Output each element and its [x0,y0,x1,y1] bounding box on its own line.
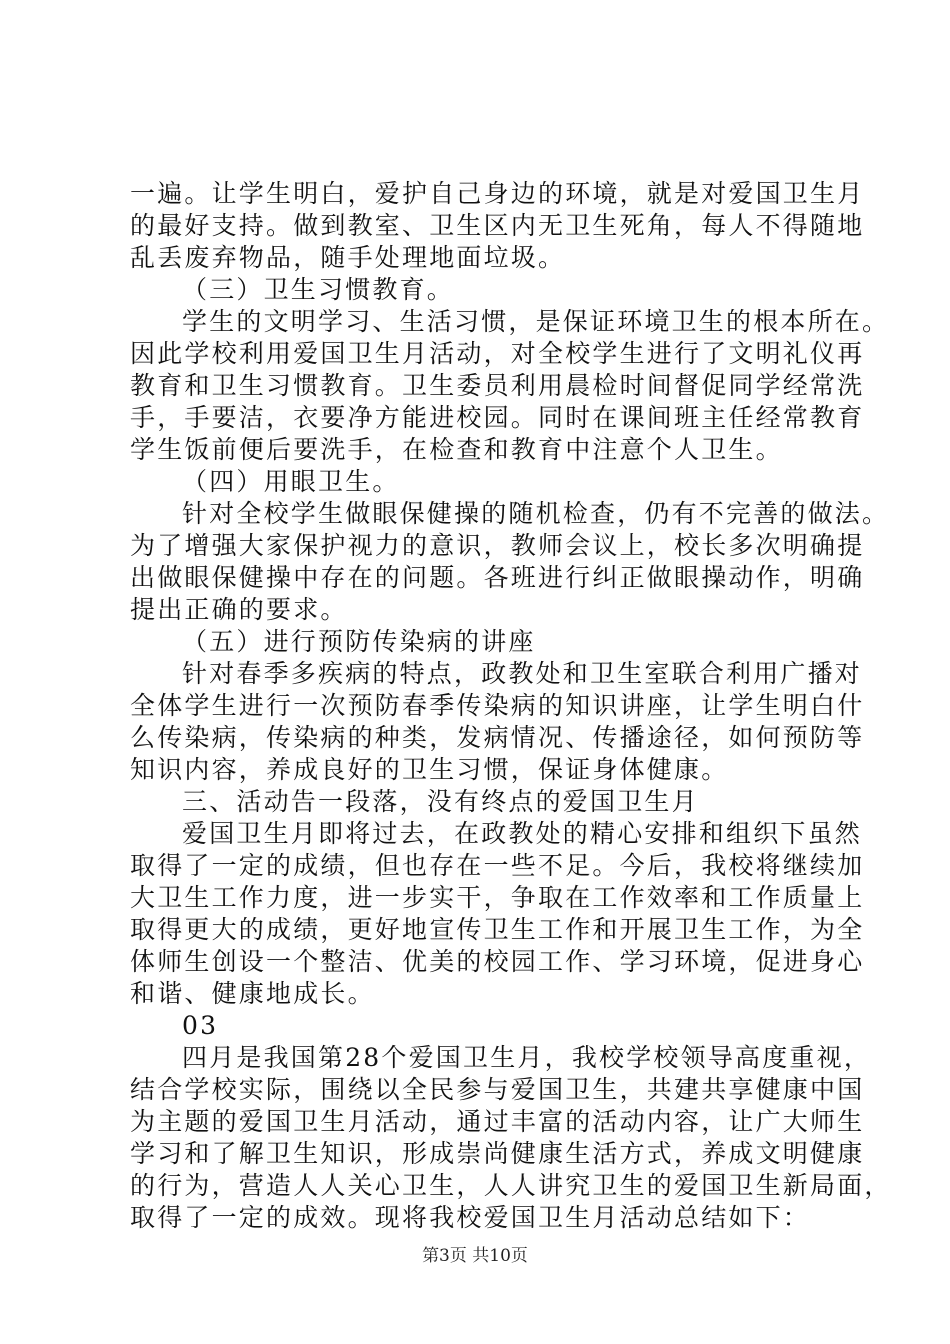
text-line: 因此学校利用爱国卫生月活动，对全校学生进行了文明礼仪再 [130,339,865,368]
text-line: 手，手要洁，衣要净方能进校园。同时在课间班主任经常教育 [130,403,865,432]
text-line: 取得了一定的成绩，但也存在一些不足。今后，我校将继续加 [130,851,865,880]
text-line: 学生的文明学习、生活习惯，是保证环境卫生的根本所在。 [182,307,890,336]
text-line: 03 [182,1011,219,1040]
page-footer: 第3页 共10页 [422,1246,528,1266]
text-line: 针对全校学生做眼保健操的随机检查，仍有不完善的做法。 [182,499,890,528]
text-line: （五）进行预防传染病的讲座 [182,627,536,656]
text-line: 学习和了解卫生知识，形成崇尚健康生活方式，养成文明健康 [130,1139,865,1168]
text-line: 提出正确的要求。 [130,595,348,624]
text-line: 知识内容，养成良好的卫生习惯，保证身体健康。 [130,755,729,784]
text-line: 为主题的爱国卫生月活动，通过丰富的活动内容，让广大师生 [130,1107,865,1136]
text-line: 乱丢废弃物品，随手处理地面垃圾。 [130,243,566,272]
text-line: 教育和卫生习惯教育。卫生委员利用晨检时间督促同学经常洗 [130,371,865,400]
text-line: 针对春季多疾病的特点，政教处和卫生室联合利用广播对 [182,659,863,688]
text-line: （四）用眼卫生。 [182,467,400,496]
text-line: 大卫生工作力度，进一步实干，争取在工作效率和工作质量上 [130,883,865,912]
text-line: 三、活动告一段落，没有终点的爱国卫生月 [182,787,699,816]
text-line: 学生饭前便后要洗手，在检查和教育中注意个人卫生。 [130,435,783,464]
text-line: 取得了一定的成效。现将我校爱国卫生月活动总结如下： [130,1203,811,1232]
text-line: 取得更大的成绩，更好地宣传卫生工作和开展卫生工作，为全 [130,915,865,944]
text-line: 爱国卫生月即将过去，在政教处的精心安排和组织下虽然 [182,819,863,848]
text-line: 的最好支持。做到教室、卫生区内无卫生死角，每人不得随地 [130,211,865,240]
text-line: 出做眼保健操中存在的问题。各班进行纠正做眼操动作，明确 [130,563,865,592]
text-line: 结合学校实际，围绕以全民参与爱国卫生，共建共享健康中国 [130,1075,865,1104]
text-line: 四月是我国第28个爱国卫生月，我校学校领导高度重视， [182,1043,872,1072]
text-line: 么传染病，传染病的种类，发病情况、传播途径，如何预防等 [130,723,865,752]
text-line: 全体学生进行一次预防春季传染病的知识讲座，让学生明白什 [130,691,865,720]
text-line: 体师生创设一个整洁、优美的校园工作、学习环境，促进身心 [130,947,865,976]
text-line: 和谐、健康地成长。 [130,979,375,1008]
text-line: 的行为，营造人人关心卫生，人人讲究卫生的爱国卫生新局面， [130,1171,892,1200]
text-line: （三）卫生习惯教育。 [182,275,455,304]
document-body [130,178,892,1234]
text-line: 为了增强大家保护视力的意识，教师会议上，校长多次明确提 [130,531,865,560]
text-line: 一遍。让学生明白，爱护自己身边的环境，就是对爱国卫生月 [130,179,865,208]
